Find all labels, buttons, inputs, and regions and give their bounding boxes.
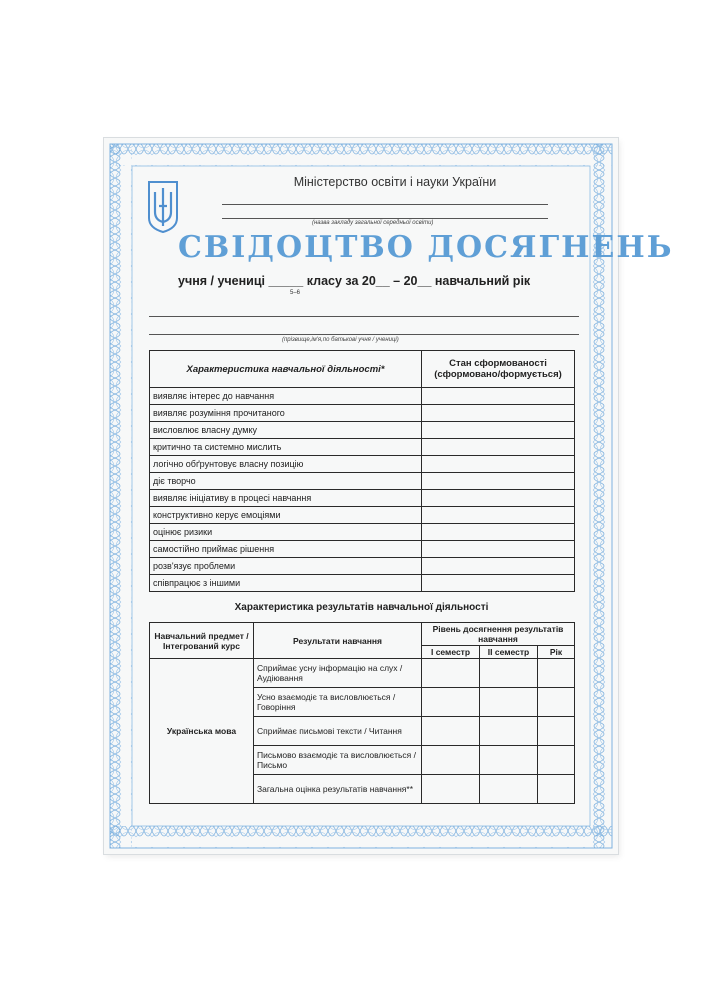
table-row	[150, 439, 575, 456]
table-row	[150, 575, 575, 592]
state-cell[interactable]	[422, 558, 575, 575]
activity-label: самостійно приймає рішення	[150, 541, 422, 558]
grade-cell[interactable]	[538, 717, 575, 746]
table-row	[150, 524, 575, 541]
subject-header: Навчальний предмет / Інтегрований курс	[150, 623, 254, 659]
grade-cell[interactable]	[422, 775, 480, 804]
school-line-2	[222, 218, 548, 219]
grade-cell[interactable]	[538, 688, 575, 717]
state-cell[interactable]	[422, 388, 575, 405]
grade-cell[interactable]	[538, 775, 575, 804]
trident-emblem-icon	[146, 178, 180, 234]
semester-1-header: I семестр	[422, 646, 480, 659]
level-header: Рівень досягнення результатів навчання	[422, 623, 575, 646]
student-name-line-2	[149, 334, 579, 335]
table-row	[150, 473, 575, 490]
document-title: СВІДОЦТВО ДОСЯГНЕНЬ	[178, 230, 674, 265]
grade-cell[interactable]	[480, 688, 538, 717]
state-header: Стан сформованості (сформовано/формується)	[422, 351, 575, 388]
subject-name: Українська мова	[150, 659, 254, 804]
activity-label: логічно обґрунтовує власну позицію	[150, 456, 422, 473]
activity-table	[149, 350, 575, 592]
activity-label: виявляє інтерес до навчання	[150, 388, 422, 405]
grade-cell[interactable]	[480, 775, 538, 804]
state-cell[interactable]	[422, 439, 575, 456]
table-row	[150, 659, 575, 688]
state-cell[interactable]	[422, 405, 575, 422]
state-cell[interactable]	[422, 524, 575, 541]
grade-cell[interactable]	[538, 659, 575, 688]
grade-cell[interactable]	[422, 746, 480, 775]
grade-cell[interactable]	[422, 688, 480, 717]
grade-cell[interactable]	[480, 717, 538, 746]
table-row	[150, 405, 575, 422]
school-line-1	[222, 204, 548, 205]
state-cell[interactable]	[422, 541, 575, 558]
state-cell[interactable]	[422, 490, 575, 507]
activity-label: висловлює власну думку	[150, 422, 422, 439]
activity-label: виявляє ініціативу в процесі навчання	[150, 490, 422, 507]
activity-label: розв'язує проблеми	[150, 558, 422, 575]
table-row	[150, 456, 575, 473]
name-hint: (прізвище,ім'я,по батькові учня / учениці)	[282, 337, 399, 343]
table-row	[150, 541, 575, 558]
activity-label: оцінює ризики	[150, 524, 422, 541]
state-cell[interactable]	[422, 473, 575, 490]
ministry-name: Міністерство освіти і науки України	[293, 175, 497, 189]
table-row	[150, 507, 575, 524]
state-cell[interactable]	[422, 507, 575, 524]
grade-hint: 5–6	[290, 290, 301, 296]
table-row	[150, 422, 575, 439]
table-row	[150, 558, 575, 575]
school-hint: (назва закладу загальної середньої освіти)	[312, 220, 434, 226]
grade-cell[interactable]	[422, 659, 480, 688]
year-header: Рік	[538, 646, 575, 659]
results-section-title: Характеристика результатів навчальної діяльності	[234, 602, 489, 613]
results-table	[149, 622, 575, 804]
result-label: Письмово взаємодіє та висловлюється / Письмо	[254, 746, 422, 775]
grade-cell[interactable]	[480, 746, 538, 775]
grade-cell[interactable]	[480, 659, 538, 688]
activity-label: співпрацює з іншими	[150, 575, 422, 592]
state-cell[interactable]	[422, 575, 575, 592]
state-cell[interactable]	[422, 456, 575, 473]
result-label: Усно взаємодіє та висловлюється / Говоріння	[254, 688, 422, 717]
state-cell[interactable]	[422, 422, 575, 439]
grade-cell[interactable]	[538, 746, 575, 775]
result-label: Загальна оцінка результатів навчання**	[254, 775, 422, 804]
document-subtitle: учня / учениці _____ класу за 20__ – 20__ навчальний рік	[178, 274, 531, 288]
student-name-line	[149, 316, 579, 317]
activity-label: конструктивно керує емоціями	[150, 507, 422, 524]
activity-label: діє творчо	[150, 473, 422, 490]
results-header: Результати навчання	[254, 623, 422, 659]
table-row	[150, 388, 575, 405]
activity-header: Характеристика навчальної діяльності*	[150, 351, 422, 388]
activity-label: критично та системно мислить	[150, 439, 422, 456]
activity-label: виявляє розуміння прочитаного	[150, 405, 422, 422]
semester-2-header: II семестр	[480, 646, 538, 659]
result-label: Сприймає письмові тексти / Читання	[254, 717, 422, 746]
certificate-page	[104, 138, 674, 854]
result-label: Сприймає усну інформацію на слух / Аудіювання	[254, 659, 422, 688]
grade-cell[interactable]	[422, 717, 480, 746]
table-row	[150, 490, 575, 507]
